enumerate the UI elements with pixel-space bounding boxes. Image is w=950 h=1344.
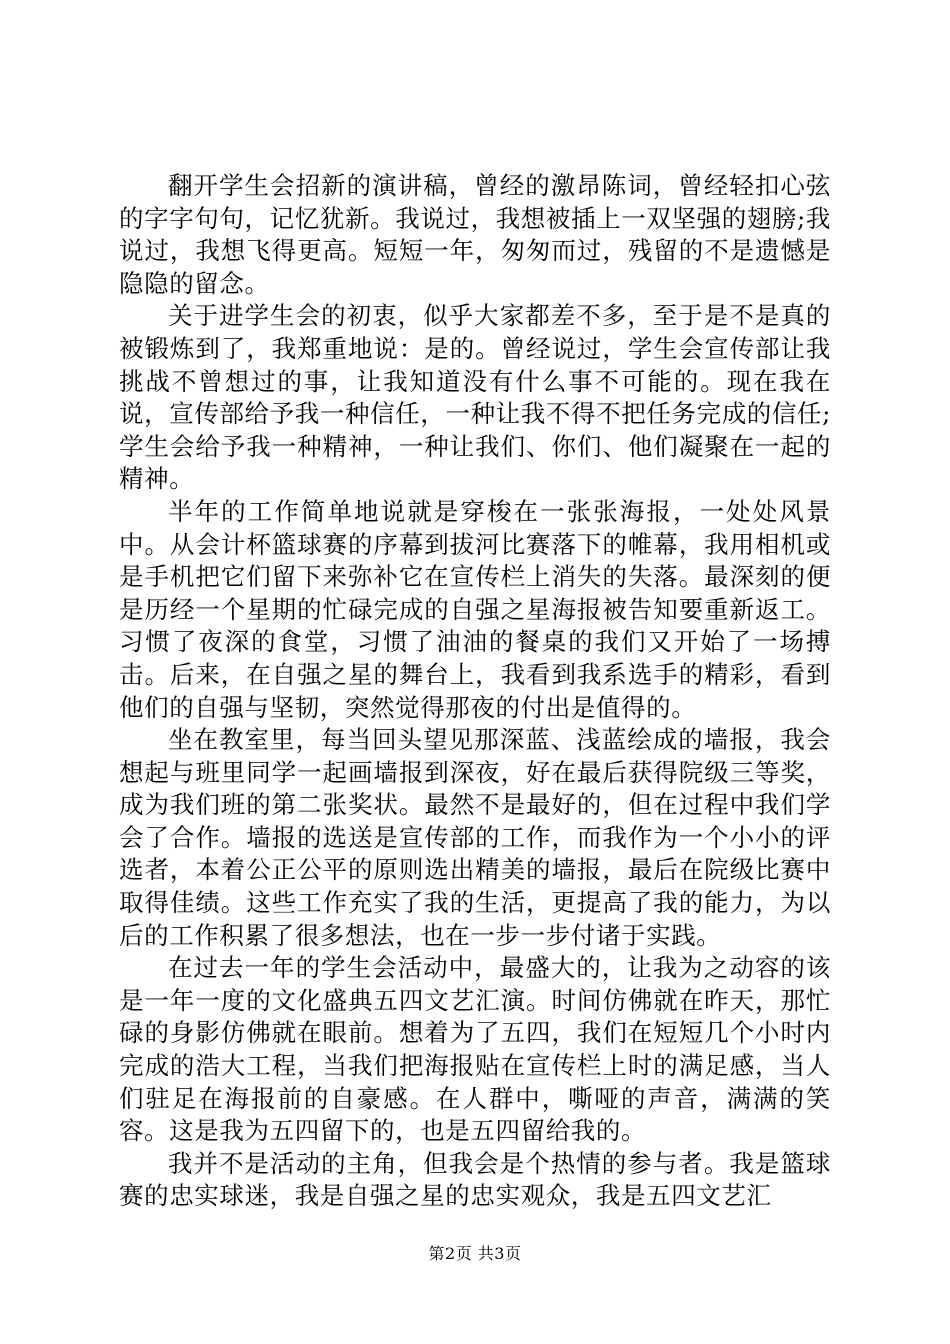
paragraph-1: 翻开学生会招新的演讲稿，曾经的激昂陈词，曾经轻扣心弦的字字句句，记忆犹新。我说过，我想被插上一双坚强的翅膀;我说过，我想飞得更高。短短一年，匆匆而过，残留的不是遗憾是隐隐的留念。 xyxy=(119,171,831,298)
paragraph-5: 在过去一年的学生会活动中，最盛大的，让我为之动容的该是一年一度的文化盛典五四文艺汇演。时间仿佛就在昨天，那忙碌的身影仿佛就在眼前。想着为了五四，我们在短短几个小时内完成的浩大工程，当我们把海报贴在宣传栏上时的满足感，当人们驻足在海报前的自豪感。在人群中，嘶哑的声音，满满的笑容。这是我为五四留下的，也是五四留给我的。 xyxy=(119,953,831,1146)
paragraph-4: 坐在教室里，每当回头望见那深蓝、浅蓝绘成的墙报，我会想起与班里同学一起画墙报到深夜，好在最后获得院级三等奖，成为我们班的第二张奖状。最然不是最好的，但在过程中我们学会了合作。墙报的选送是宣传部的工作，而我作为一个小小的评选者，本着公正公平的原则选出精美的墙报，最后在院级比赛中取得佳绩。这些工作充实了我的生活，更提高了我的能力，为以后的工作积累了很多想法，也在一步一步付诸于实践。 xyxy=(119,725,831,950)
paragraph-6: 我并不是活动的主角，但我会是个热情的参与者。我是篮球赛的忠实球迷，我是自强之星的忠实观众，我是五四文艺汇 xyxy=(119,1148,831,1211)
page-number-footer: 第2页 共3页 xyxy=(428,1244,522,1263)
document-body xyxy=(119,170,831,1213)
paragraph-2: 关于进学生会的初衷，似乎大家都差不多，至于是不是真的被锻炼到了，我郑重地说：是的。曾经说过，学生会宣传部让我挑战不曾想过的事，让我知道没有什么事不可能的。现在我在说，宣传部给予我一种信任，一种让我不得不把任务完成的信任;学生会给予我一种精神，一种让我们、你们、他们凝聚在一起的精神。 xyxy=(119,301,831,494)
paragraph-3: 半年的工作简单地说就是穿梭在一张张海报，一处处风景中。从会计杯篮球赛的序幕到拔河比赛落下的帷幕，我用相机或是手机把它们留下来弥补它在宣传栏上消失的失落。最深刻的便是历经一个星期的忙碌完成的自强之星海报被告知要重新返工。习惯了夜深的食堂，习惯了油油的餐桌的我们又开始了一场搏击。后来，在自强之星的舞台上，我看到我系选手的精彩，看到他们的自强与坚韧，突然觉得那夜的付出是值得的。 xyxy=(119,496,831,722)
